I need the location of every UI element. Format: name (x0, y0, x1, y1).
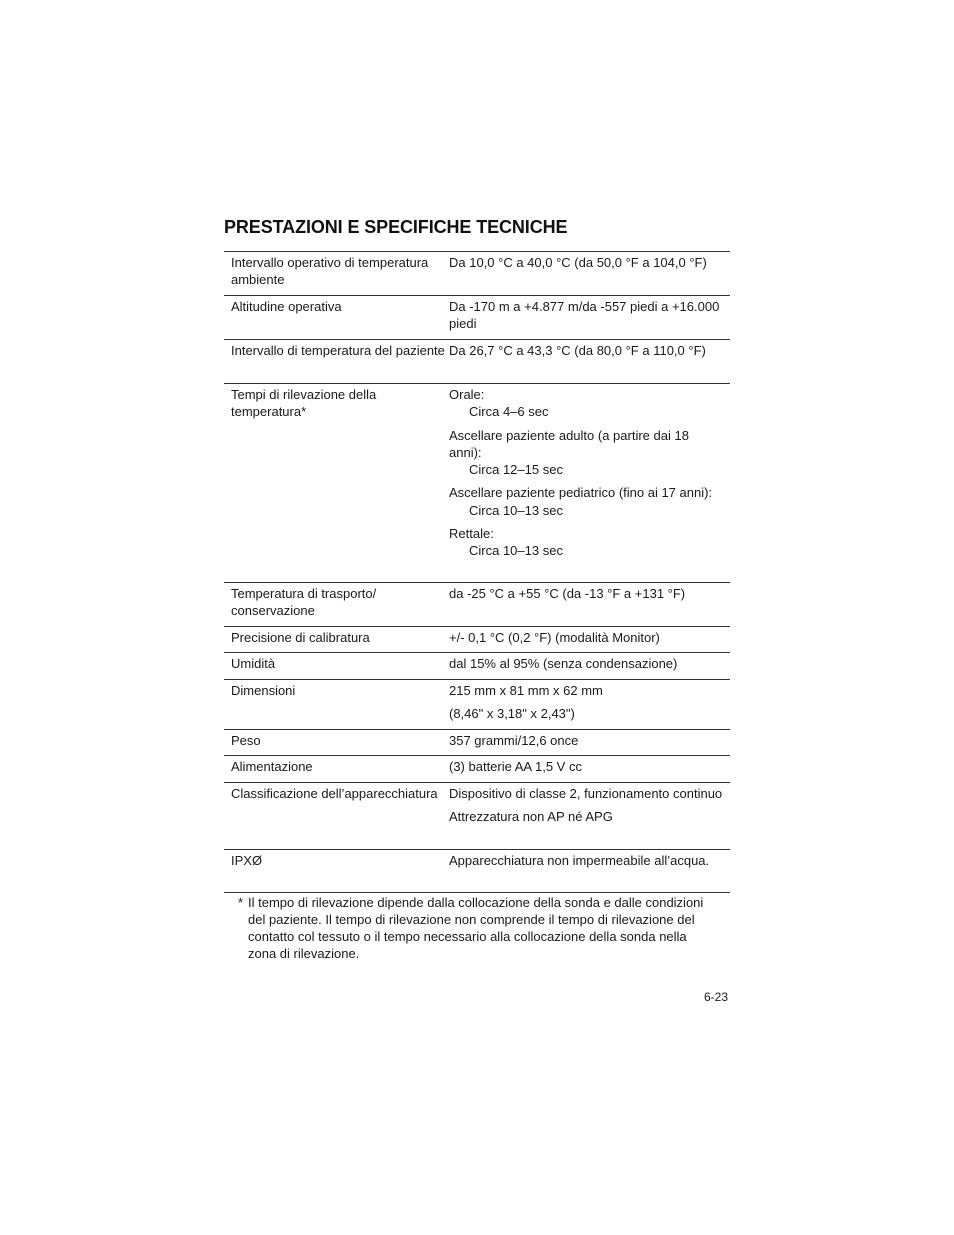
row-label: Alimentazione (231, 759, 313, 774)
table-row (224, 850, 730, 893)
measure-time: Circa 10–13 sec (469, 502, 563, 518)
row-value: Da 26,7 °C a 43,3 °C (da 80,0 °F a 110,0 °F) (449, 343, 706, 358)
table-row (224, 384, 730, 583)
measure-group (449, 427, 724, 479)
measure-group (449, 484, 724, 519)
table-row (224, 730, 730, 756)
row-label: Classificazione dell’apparecchiatura (231, 786, 438, 801)
footnote (238, 894, 718, 962)
measure-group (449, 386, 724, 421)
row-value: 357 grammi/12,6 once (449, 733, 579, 748)
row-label: Precisione di calibratura (231, 630, 370, 645)
row-value (449, 384, 730, 582)
table-row (224, 296, 730, 340)
measure-site: Rettale: (449, 526, 494, 542)
row-value: Da 10,0 °C a 40,0 °C (da 50,0 °F a 104,0 °F) (449, 255, 707, 270)
table-row (224, 756, 730, 783)
dimensions-imperial: (8,46" x 3,18" x 2,43") (449, 706, 575, 722)
row-label: Tempi di rilevazione della temperatura* (231, 387, 377, 420)
row-value: da -25 °C a +55 °C (da -13 °F a +131 °F) (449, 586, 686, 601)
spec-table (224, 251, 730, 893)
row-label: Temperatura di trasporto/ conservazione (231, 586, 377, 619)
table-row (224, 680, 730, 730)
measure-group (449, 525, 724, 560)
measure-time: Circa 4–6 sec (469, 404, 549, 420)
row-value: (3) batterie AA 1,5 V cc (449, 759, 582, 774)
measure-time: Circa 10–13 sec (469, 543, 563, 559)
table-row (224, 583, 730, 627)
row-label: IPXØ (231, 853, 263, 868)
row-value: +/- 0,1 °C (0,2 °F) (modalità Monitor) (449, 630, 660, 645)
row-value (449, 680, 730, 729)
classification-note: Attrezzatura non AP né APG (449, 809, 613, 825)
measure-site: Ascellare paziente adulto (a partire dai 18 anni): (449, 427, 689, 460)
measure-site: Ascellare paziente pediatrico (fino ai 17 anni): (449, 485, 713, 501)
measure-site: Orale: (449, 387, 485, 402)
row-value: dal 15% al 95% (senza condensazione) (449, 656, 678, 671)
row-label: Intervallo operativo di temperatura ambiente (231, 255, 429, 288)
row-label: Intervallo di temperatura del paziente (231, 343, 445, 358)
row-label: Umidità (231, 656, 276, 671)
table-row (224, 627, 730, 653)
row-value: Da -170 m a +4.877 m/da -557 piedi a +16.000 piedi (449, 299, 720, 332)
table-row (224, 252, 730, 296)
row-label: Dimensioni (231, 683, 296, 698)
row-label: Peso (231, 733, 261, 748)
dimensions-metric: 215 mm x 81 mm x 62 mm (449, 683, 603, 698)
row-value (449, 783, 730, 849)
footnote-marker: * (238, 895, 244, 910)
table-row (224, 653, 730, 680)
row-label: Altitudine operativa (231, 299, 342, 314)
row-value: Apparecchiatura non impermeabile all’acqua. (449, 853, 710, 868)
table-row (224, 783, 730, 850)
measure-time: Circa 12–15 sec (469, 462, 563, 478)
page-number: 6-23 (704, 990, 729, 1004)
page-title: PRESTAZIONI E SPECIFICHE TECNICHE (224, 217, 568, 237)
classification-type: Dispositivo di classe 2, funzionamento continuo (449, 786, 723, 801)
table-row (224, 340, 730, 384)
footnote-text: Il tempo di rilevazione dipende dalla collocazione della sonda e dalle condizioni del paziente. Il tempo di rilevazione non comprende il tempo di rilevazione del contatto col tessuto o il tempo necessario alla collocazione della sonda nella zona di rilevazione. (248, 895, 704, 962)
